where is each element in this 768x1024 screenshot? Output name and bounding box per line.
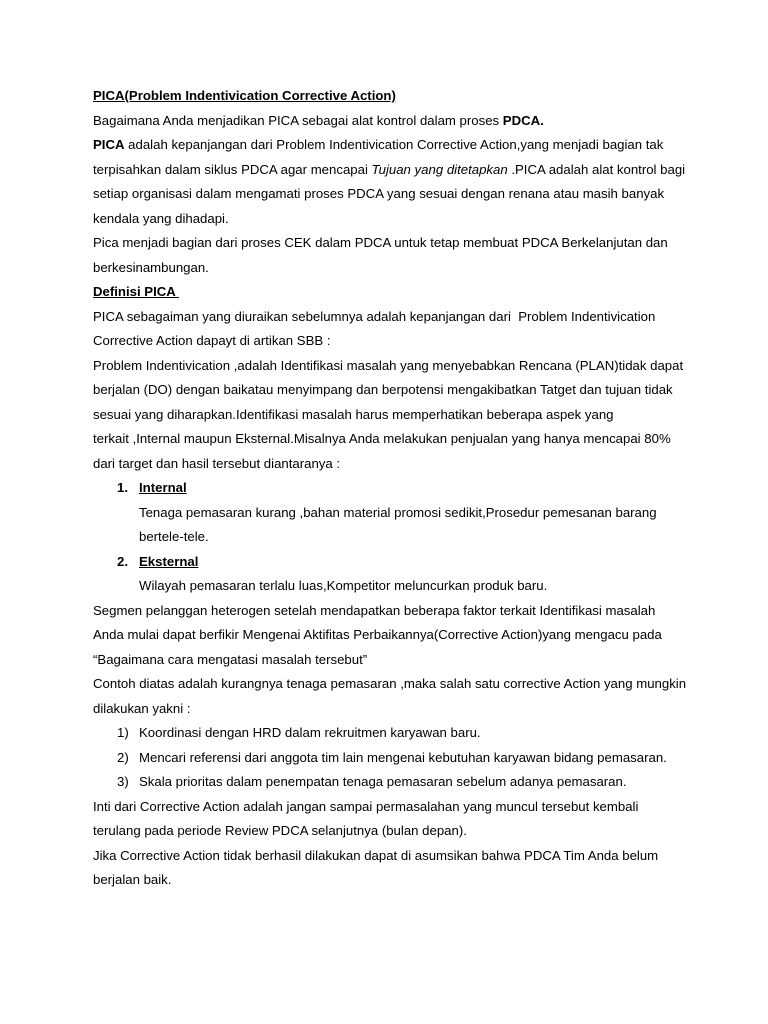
list-number: 3)	[117, 774, 129, 789]
text-line: kendala yang dihadapi.	[93, 210, 229, 226]
text-line: berkesinambungan.	[93, 259, 209, 275]
paragraph-segmen	[93, 599, 698, 673]
text-line: berjalan (DO) dengan baikatau menyimpang dan berpotensi mengakibatkan Tatget dan tujuan tidak	[93, 382, 673, 397]
intro-text: Bagaimana Anda menjadikan PICA sebagai alat kontrol dalam proses	[93, 112, 503, 128]
text-line: Pica menjadi bagian dari proses CEK dalam PDCA untuk tetap membuat PDCA Berkelanjutan dan	[93, 235, 668, 250]
text-line: Anda mulai dapat berfikir Mengenai Aktifitas Perbaikannya(Corrective Action)yang mengacu pada	[93, 627, 662, 642]
list-item-text: Mencari referensi dari anggota tim lain mengenai kebutuhan karyawan bidang pemasaran.	[139, 749, 667, 765]
text-line: dari target dan hasil tersebut diantaranya :	[93, 455, 341, 471]
text-line: terulang pada periode Review PDCA selanjutnya (bulan depan).	[93, 823, 467, 838]
paragraph-pica-definition	[93, 133, 698, 231]
text-line: Jika Corrective Action tidak berhasil dilakukan dapat di asumsikan bahwa PDCA Tim Anda belum	[93, 847, 659, 863]
text-line: Segmen pelanggan heterogen setelah mendapatkan beberapa faktor terkait Identifikasi masalah	[93, 602, 656, 618]
list-item-text: Koordinasi dengan HRD dalam rekruitmen karyawan baru.	[139, 725, 481, 740]
text-line: berjalan baik.	[93, 872, 172, 887]
text-line	[93, 158, 698, 183]
text-line: “Bagaimana cara mengatasi masalah tersebut”	[93, 651, 368, 667]
list-number: 1.	[117, 480, 128, 495]
text-span: adalah kepanjangan dari Problem Indentivication Corrective Action,yang menjadi bagian tak	[124, 137, 664, 152]
list-number: 2.	[117, 553, 128, 569]
list-label: Internal	[139, 480, 187, 495]
list-item-eksternal	[93, 550, 698, 575]
text-line: dilakukan yakni :	[93, 700, 191, 716]
text-line: setiap organisasi dalam mengamati proses PDCA yang sesuai dengan renana atau masih banyak	[93, 186, 665, 201]
bold-term: PICA	[93, 137, 125, 152]
list-number: 2)	[117, 749, 129, 765]
action-list	[93, 721, 698, 795]
text-span: terpisahkan dalam siklus PDCA agar mencapai	[93, 161, 372, 177]
list-item	[93, 770, 698, 795]
paragraph-jika	[93, 844, 698, 893]
intro-line	[93, 109, 698, 134]
text-line: terkait ,Internal maupun Eksternal.Misalnya Anda melakukan penjualan yang hanya mencapai 80%	[93, 431, 671, 446]
list-label: Eksternal	[139, 553, 199, 569]
italic-phrase: Tujuan yang ditetapkan	[371, 161, 508, 177]
text-line: PICA sebagaiman yang diuraikan sebelumnya adalah kepanjangan dari Problem Indentivication	[93, 308, 656, 324]
text-line: Inti dari Corrective Action adalah jangan sampai permasalahan yang muncul tersebut kembali	[93, 798, 639, 814]
intro-bold: PDCA.	[502, 112, 544, 128]
paragraph-inti	[93, 795, 698, 844]
text-line: Contoh diatas adalah kurangnya tenaga pemasaran ,maka salah satu corrective Action yang mungkin	[93, 676, 687, 691]
text-line: sesuai yang diharapkan.Identifikasi masalah harus memperhatikan beberapa aspek yang	[93, 406, 614, 422]
paragraph-contoh	[93, 672, 698, 721]
section-heading-definisi: Definisi PICA	[93, 284, 179, 299]
text-line	[93, 133, 698, 158]
list-item	[93, 746, 698, 771]
list-item-text: bertele-tele.	[139, 529, 209, 544]
text-line: Problem Indentivication ,adalah Identifikasi masalah yang menyebabkan Rencana (PLAN)tidak dapat	[93, 357, 684, 373]
paragraph-sbb	[93, 305, 698, 354]
text-span: .PICA adalah alat kontrol bagi	[507, 161, 686, 177]
list-item-text: Skala prioritas dalam penempatan tenaga pemasaran sebelum adanya pemasaran.	[139, 774, 627, 789]
document-title: PICA(Problem Indentivication Corrective Action)	[93, 88, 396, 103]
paragraph-pica-cek	[93, 231, 698, 280]
list-item-internal	[93, 476, 698, 501]
text-line: Corrective Action dapayt di artikan SBB :	[93, 333, 331, 348]
list-item-text: Wilayah pemasaran terlalu luas,Kompetitor meluncurkan produk baru.	[139, 578, 548, 593]
paragraph-problem-identification	[93, 354, 698, 477]
list-item-text: Tenaga pemasaran kurang ,bahan material promosi sedikit,Prosedur pemesanan barang	[139, 504, 657, 520]
aspect-list	[93, 476, 698, 599]
list-item	[93, 721, 698, 746]
list-number: 1)	[117, 725, 129, 740]
